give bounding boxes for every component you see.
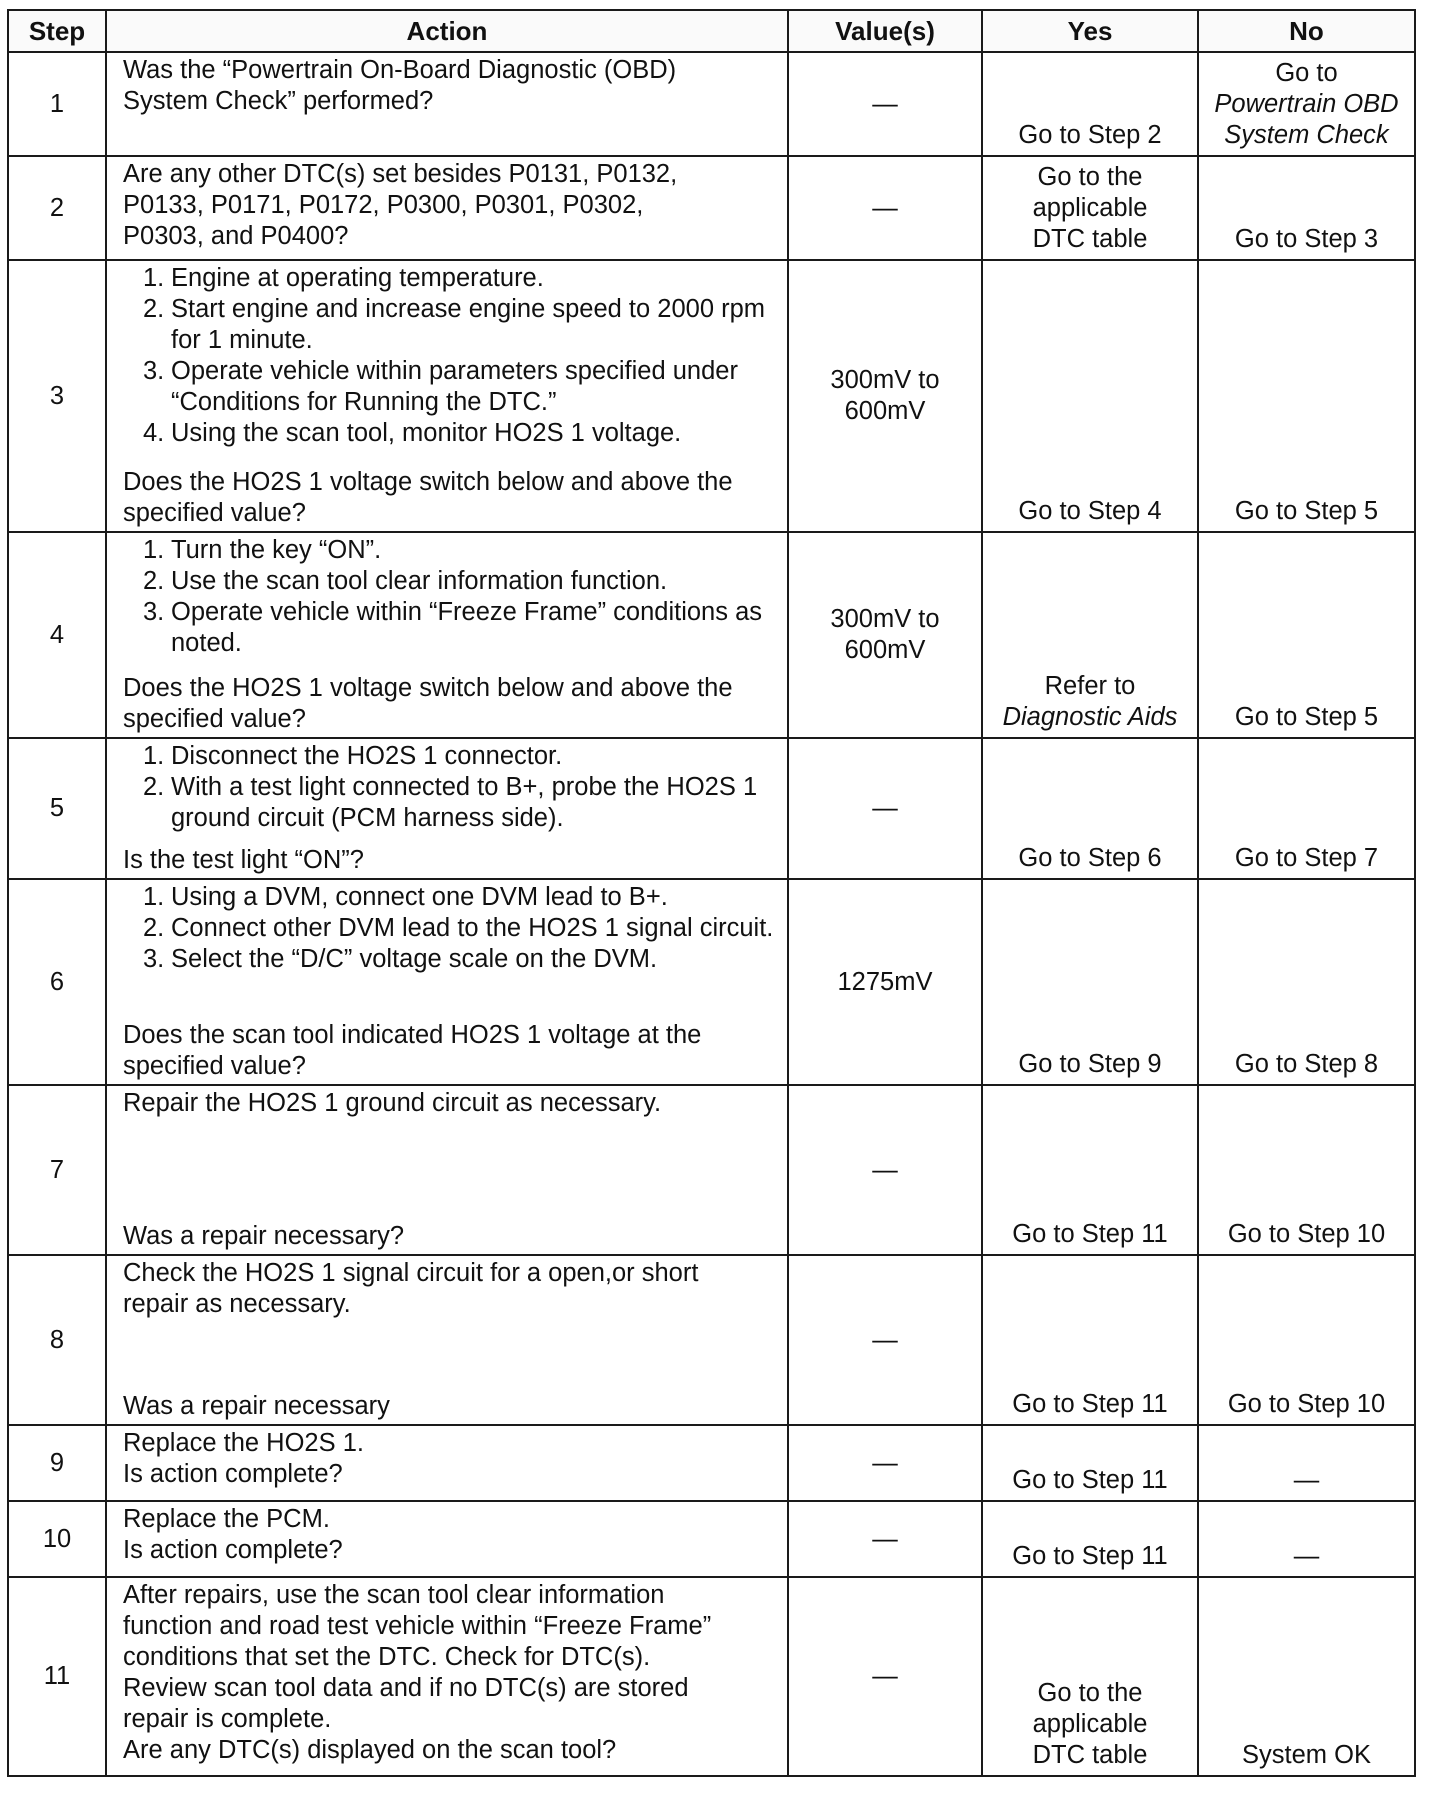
- yes-cell: [982, 738, 1198, 879]
- value-cell: [788, 1255, 982, 1425]
- value-text: —: [872, 794, 898, 822]
- yes-line: DTC table: [1032, 1741, 1148, 1769]
- step-cell: 10: [8, 1501, 106, 1577]
- step-cell: 8: [8, 1255, 106, 1425]
- action-cell: [106, 1501, 788, 1577]
- value-cell: [788, 1577, 982, 1776]
- yes-line: Go to Step 11: [1012, 1542, 1168, 1570]
- action-question: Was a repair necessary: [123, 1392, 390, 1420]
- yes-cell: [982, 156, 1198, 260]
- value-cell: [788, 738, 982, 879]
- header-action: Action: [106, 10, 788, 52]
- table-row: [8, 1577, 1415, 1776]
- table-row: [8, 260, 1415, 532]
- no-line: Go to Step 3: [1234, 225, 1379, 253]
- action-top: [123, 1428, 777, 1490]
- step-cell: 1: [8, 52, 106, 156]
- action-step-number: 1.: [143, 536, 165, 564]
- action-content: [123, 741, 777, 876]
- no-cell: [1198, 52, 1415, 156]
- action-question: Does the HO2S 1 voltage switch below and above the specified value?: [123, 674, 733, 733]
- action-cell: [106, 1255, 788, 1425]
- action-step-number: 2.: [143, 773, 165, 801]
- yes-cell: [982, 1501, 1198, 1577]
- step-cell: 7: [8, 1085, 106, 1255]
- yes-cell: [982, 52, 1198, 156]
- value-line: 300mV to: [830, 366, 940, 394]
- action-top: [123, 741, 777, 834]
- action-step-number: 1.: [143, 264, 165, 292]
- action-line: repair as necessary.: [123, 1290, 351, 1318]
- action-line: conditions that set the DTC. Check for DTC(s).: [123, 1643, 651, 1671]
- table-row: [8, 738, 1415, 879]
- action-step-text: Engine at operating temperature.: [171, 264, 544, 292]
- action-line: Repair the HO2S 1 ground circuit as necessary.: [123, 1089, 662, 1117]
- yes-line: applicable: [1032, 1710, 1148, 1738]
- action-line: Is action complete?: [123, 1536, 343, 1564]
- action-cell: [106, 738, 788, 879]
- yes-cell: [982, 1425, 1198, 1501]
- no-line: Go to Step 10: [1227, 1220, 1386, 1248]
- table-body: [8, 52, 1415, 1776]
- yes-line: Go to Step 4: [1018, 497, 1162, 525]
- step-cell: 3: [8, 260, 106, 532]
- action-step-number: 1.: [143, 742, 165, 770]
- no-line: Go to Step 7: [1234, 844, 1379, 872]
- action-step-item: [143, 263, 777, 294]
- no-cell: [1198, 260, 1415, 532]
- action-step-text: Select the “D/C” voltage scale on the DVM.: [171, 945, 658, 973]
- action-cell: [106, 1577, 788, 1776]
- action-step-item: [143, 772, 777, 834]
- action-line: Check the HO2S 1 signal circuit for a open,or short: [123, 1259, 699, 1287]
- action-step-text: Operate vehicle within “Freeze Frame” conditions as noted.: [171, 598, 762, 657]
- header-row: [8, 10, 1415, 52]
- action-top: [123, 882, 777, 975]
- no-line: —: [1293, 1542, 1320, 1570]
- action-step-item: [143, 356, 777, 418]
- yes-line: Go to Step 6: [1018, 844, 1162, 872]
- action-step-text: Use the scan tool clear information function.: [171, 567, 668, 595]
- no-cell: [1198, 738, 1415, 879]
- yes-line: Go to Step 11: [1012, 1466, 1168, 1494]
- action-line: Is action complete?: [123, 1460, 343, 1488]
- yes-cell: [982, 260, 1198, 532]
- no-cell: [1198, 1425, 1415, 1501]
- action-step-number: 3.: [143, 945, 165, 973]
- action-step-item: [143, 418, 777, 449]
- action-line: P0303, and P0400?: [123, 222, 349, 250]
- action-step-text: Using a DVM, connect one DVM lead to B+.: [171, 883, 668, 911]
- action-line: Was the “Powertrain On-Board Diagnostic (OBD): [123, 56, 677, 84]
- no-line: System OK: [1242, 1741, 1371, 1769]
- action-steps-list: [123, 882, 777, 975]
- table-row: [8, 1255, 1415, 1425]
- action-step-text: Operate vehicle within parameters specified under “Conditions for Running the DTC.”: [171, 357, 738, 416]
- header-yes: Yes: [982, 10, 1198, 52]
- step-cell: 5: [8, 738, 106, 879]
- value-text: —: [872, 89, 898, 118]
- yes-line: Go to Step 11: [1012, 1390, 1168, 1418]
- action-step-item: [143, 535, 777, 566]
- action-step-text: Connect other DVM lead to the HO2S 1 signal circuit.: [171, 914, 774, 942]
- action-question: Was a repair necessary?: [123, 1222, 405, 1250]
- no-line: Go to Step 10: [1227, 1390, 1386, 1418]
- value-line: 300mV to: [830, 605, 940, 633]
- action-content: [123, 1088, 777, 1252]
- value-text: —: [872, 193, 898, 222]
- table-row: [8, 879, 1415, 1085]
- action-step-number: 2.: [143, 914, 165, 942]
- action-step-text: Start engine and increase engine speed to 2000 rpm for 1 minute.: [171, 295, 765, 354]
- yes-cell: [982, 879, 1198, 1085]
- action-content: [123, 1428, 777, 1498]
- no-line: Go to Step 8: [1234, 1050, 1379, 1078]
- action-step-item: [143, 741, 777, 772]
- value-cell: [788, 1425, 982, 1501]
- value-text: —: [872, 1662, 898, 1690]
- action-line: System Check” performed?: [123, 87, 434, 115]
- yes-line: Refer to: [1044, 672, 1136, 700]
- action-question: Is the test light “ON”?: [123, 846, 364, 874]
- action-top: [123, 55, 777, 117]
- no-cell: [1198, 1255, 1415, 1425]
- value-cell: [788, 156, 982, 260]
- yes-cell: [982, 532, 1198, 738]
- action-cell: [106, 52, 788, 156]
- action-cell: [106, 879, 788, 1085]
- yes-line: Go to Step 11: [1012, 1220, 1168, 1248]
- step-cell: 4: [8, 532, 106, 738]
- action-line: Replace the HO2S 1.: [123, 1429, 364, 1457]
- action-line: Review scan tool data and if no DTC(s) are stored: [123, 1674, 689, 1702]
- action-top: [123, 1088, 777, 1119]
- value-line: 600mV: [844, 636, 926, 664]
- value-text: —: [872, 1325, 898, 1354]
- header-values: Value(s): [788, 10, 982, 52]
- no-line: System Check: [1224, 121, 1389, 149]
- action-line: Are any DTC(s) displayed on the scan tool?: [123, 1736, 617, 1764]
- no-cell: [1198, 156, 1415, 260]
- no-line: Go to Step 5: [1234, 497, 1379, 525]
- value-cell: [788, 260, 982, 532]
- action-line: function and road test vehicle within “Freeze Frame”: [123, 1612, 712, 1640]
- action-content: [123, 159, 777, 257]
- action-line: Replace the PCM.: [123, 1505, 330, 1533]
- yes-line: applicable: [1032, 194, 1148, 222]
- action-cell: [106, 156, 788, 260]
- step-cell: 11: [8, 1577, 106, 1776]
- action-content: [123, 535, 777, 735]
- action-step-number: 3.: [143, 357, 165, 385]
- action-step-item: [143, 294, 777, 356]
- action-step-number: 2.: [143, 295, 165, 323]
- action-content: [123, 1580, 777, 1773]
- action-step-item: [143, 944, 777, 975]
- action-content: [123, 882, 777, 1082]
- action-line: repair is complete.: [123, 1705, 332, 1733]
- yes-cell: [982, 1255, 1198, 1425]
- action-top: [123, 1504, 777, 1566]
- table-row: [8, 52, 1415, 156]
- table-row: [8, 156, 1415, 260]
- action-top: [123, 159, 777, 252]
- action-step-item: [143, 913, 777, 944]
- header-step: Step: [8, 10, 106, 52]
- action-top: [123, 1258, 777, 1320]
- action-step-text: Turn the key “ON”.: [171, 536, 382, 564]
- action-step-text: Using the scan tool, monitor HO2S 1 voltage.: [171, 419, 682, 447]
- yes-line: Go to the: [1037, 1679, 1143, 1707]
- action-question: Does the HO2S 1 voltage switch below and above the specified value?: [123, 468, 733, 527]
- action-question: Does the scan tool indicated HO2S 1 voltage at the specified value?: [123, 1021, 702, 1080]
- action-content: [123, 263, 777, 529]
- value-text: 1275mV: [837, 967, 933, 996]
- no-cell: [1198, 1085, 1415, 1255]
- action-steps-list: [123, 263, 777, 449]
- action-top: [123, 1580, 777, 1766]
- action-line: Are any other DTC(s) set besides P0131, P0132,: [123, 160, 678, 188]
- table-row: [8, 1425, 1415, 1501]
- step-cell: 6: [8, 879, 106, 1085]
- action-step-item: [143, 566, 777, 597]
- yes-line: DTC table: [1032, 225, 1148, 253]
- no-cell: [1198, 532, 1415, 738]
- diagnostic-table: [7, 9, 1416, 1777]
- no-cell: [1198, 879, 1415, 1085]
- value-cell: [788, 879, 982, 1085]
- no-cell: [1198, 1501, 1415, 1577]
- action-step-number: 2.: [143, 567, 165, 595]
- yes-line: Diagnostic Aids: [1002, 703, 1178, 731]
- action-cell: [106, 1425, 788, 1501]
- yes-line: Go to the: [1037, 163, 1143, 191]
- action-top: [123, 263, 777, 449]
- value-line: 600mV: [844, 397, 926, 425]
- value-text: —: [872, 1155, 898, 1184]
- value-cell: [788, 532, 982, 738]
- no-line: —: [1293, 1466, 1320, 1494]
- action-step-number: 3.: [143, 598, 165, 626]
- yes-line: Go to Step 2: [1018, 121, 1162, 149]
- step-cell: 2: [8, 156, 106, 260]
- step-cell: 9: [8, 1425, 106, 1501]
- yes-cell: [982, 1085, 1198, 1255]
- table-row: [8, 1501, 1415, 1577]
- action-steps-list: [123, 535, 777, 659]
- action-step-item: [143, 882, 777, 913]
- action-content: [123, 1258, 777, 1422]
- header-no: No: [1198, 10, 1415, 52]
- value-cell: [788, 1085, 982, 1255]
- action-step-text: Disconnect the HO2S 1 connector.: [171, 742, 563, 770]
- action-top: [123, 535, 777, 659]
- action-step-number: 4.: [143, 419, 165, 447]
- action-cell: [106, 532, 788, 738]
- action-cell: [106, 260, 788, 532]
- no-line: Go to: [1275, 59, 1338, 87]
- yes-cell: [982, 1577, 1198, 1776]
- no-cell: [1198, 1577, 1415, 1776]
- action-step-text: With a test light connected to B+, probe the HO2S 1 ground circuit (PCM harness side).: [171, 773, 758, 832]
- action-content: [123, 1504, 777, 1574]
- yes-line: Go to Step 9: [1018, 1050, 1162, 1078]
- no-line: Powertrain OBD: [1214, 90, 1399, 118]
- action-line: After repairs, use the scan tool clear information: [123, 1581, 665, 1609]
- value-text: —: [872, 1524, 898, 1553]
- action-line: P0133, P0171, P0172, P0300, P0301, P0302,: [123, 191, 644, 219]
- action-step-item: [143, 597, 777, 659]
- value-cell: [788, 52, 982, 156]
- action-cell: [106, 1085, 788, 1255]
- table-row: [8, 1085, 1415, 1255]
- action-steps-list: [123, 741, 777, 834]
- value-text: —: [872, 1448, 898, 1477]
- value-cell: [788, 1501, 982, 1577]
- action-step-number: 1.: [143, 883, 165, 911]
- table-row: [8, 532, 1415, 738]
- action-content: [123, 55, 777, 153]
- no-line: Go to Step 5: [1234, 703, 1379, 731]
